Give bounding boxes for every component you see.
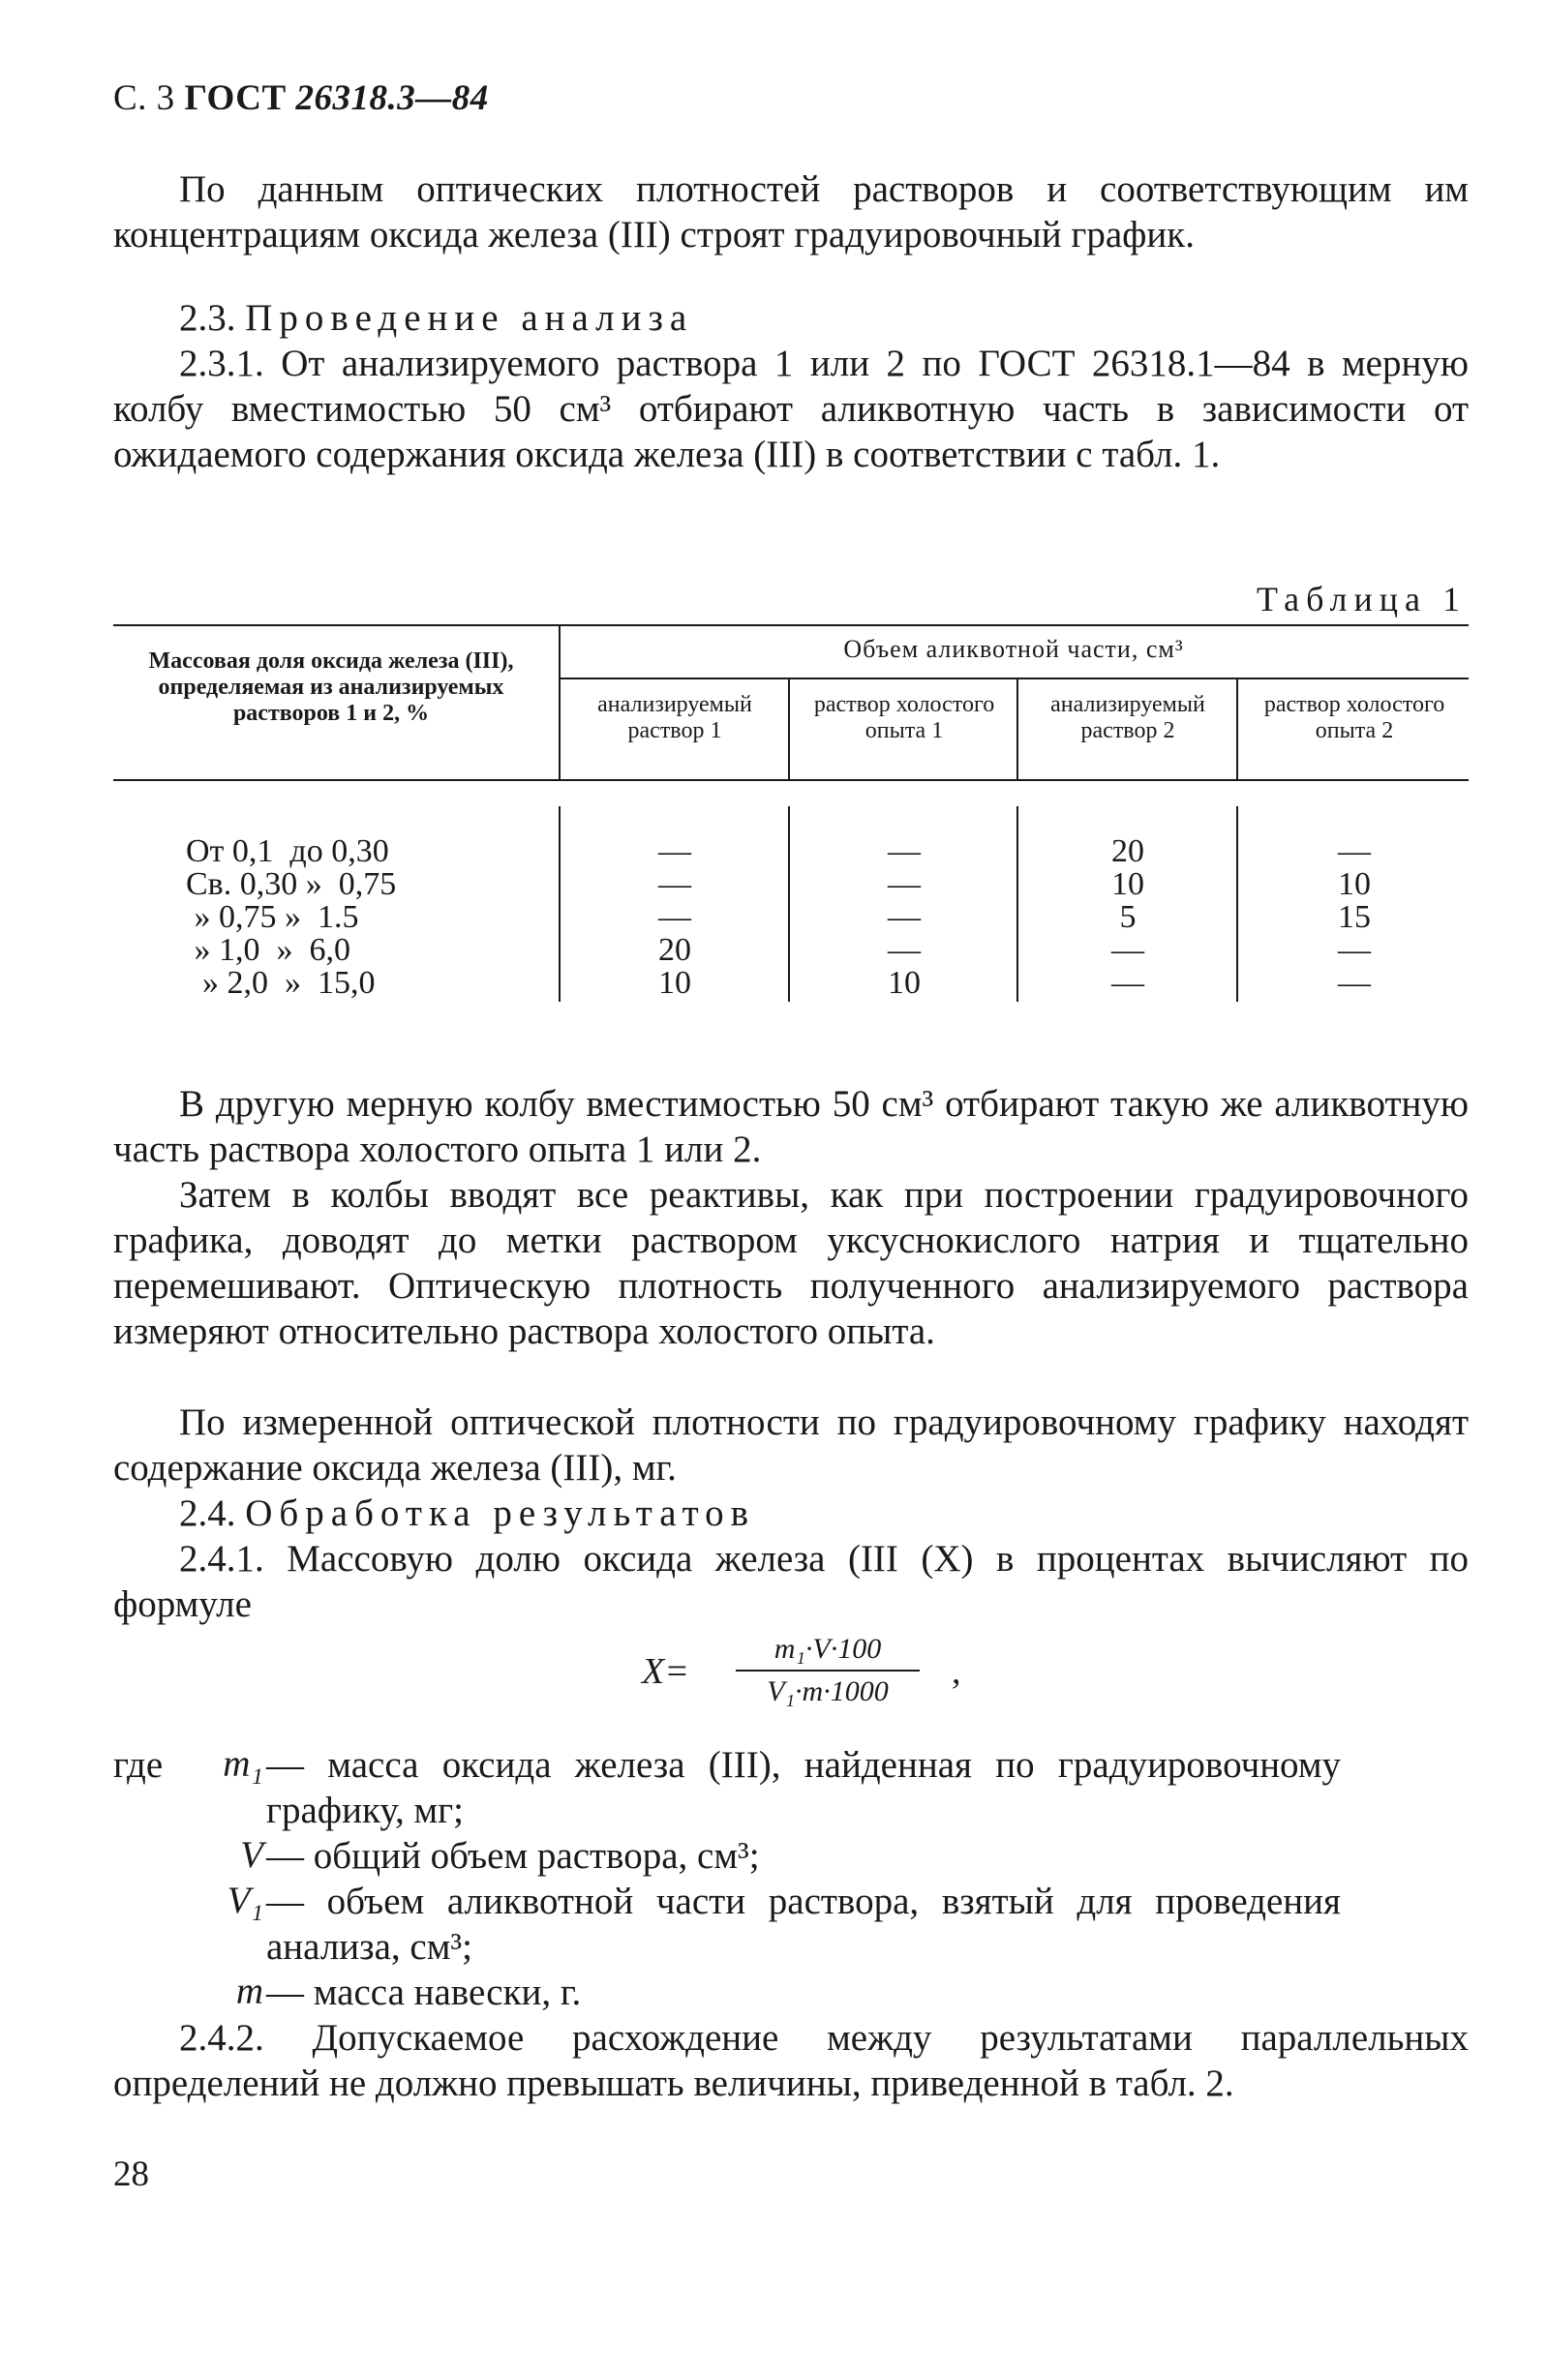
table-header-rule <box>113 779 1469 781</box>
table-cell: 20 <box>1111 833 1144 869</box>
table-first-header: Массовая доля оксида железа (III), определяемая из анализируемых растворов 1 и 2, % <box>148 648 514 726</box>
table-group-header: Объем аликвотной части, см³ <box>843 635 1184 663</box>
page-header <box>113 77 489 119</box>
paragraph-measured-density: По измеренной оптической плотности по градуировочному графику находят содержание оксида железа (III), мг. <box>113 1401 1469 1489</box>
table-body-vrule-4 <box>1236 806 1238 1002</box>
table-range-cell: » 2,0 » 15,0 <box>186 965 376 1001</box>
table-cell: — <box>658 866 691 902</box>
table-cell: 10 <box>888 965 921 1001</box>
def-text-m: — масса навески, г. <box>266 1972 582 2013</box>
formula-fraction <box>731 1629 925 1712</box>
table-body-vrule-2 <box>788 806 790 1002</box>
table-cell: 10 <box>1111 866 1144 902</box>
section-2-4-1-paragraph: 2.4.1. Массовую долю оксида железа (III (X) в процентах вычисляют по формуле <box>113 1538 1469 1625</box>
table-range-column <box>186 835 457 1000</box>
table-subheader-1: анализируемый раствор 1 <box>597 692 752 743</box>
table-vrule-3 <box>1016 678 1018 779</box>
section-2-3-heading <box>113 295 1469 341</box>
def-symbol-m: m <box>235 1971 263 2012</box>
header-prefix: С. 3 <box>113 78 175 118</box>
table-vrule-4 <box>1236 678 1238 779</box>
table-cell: — <box>888 833 921 869</box>
where-word: где <box>113 1744 164 1786</box>
header-gost: ГОСТ <box>184 78 287 118</box>
table-cell: — <box>1338 932 1371 968</box>
table-cell: 20 <box>658 932 691 968</box>
page-number: 28 <box>113 2154 149 2194</box>
table-top-rule <box>113 624 1469 626</box>
section-2-4-number: 2.4. <box>179 1492 236 1534</box>
table-range-cell: » 0,75 » 1.5 <box>186 899 359 935</box>
def-symbol-v: V <box>240 1834 263 1876</box>
def-text-v: — общий объем раствора, см³; <box>266 1835 760 1877</box>
table-1 <box>113 624 1469 1011</box>
table-subheader-4: раствор холостого опыта 2 <box>1263 692 1445 743</box>
table-range-cell: От 0,1 до 0,30 <box>186 833 389 869</box>
section-2-4-heading <box>113 1491 1469 1536</box>
table-col-3 <box>1026 835 1229 1000</box>
table-subheader-3: анализируемый раствор 2 <box>1050 692 1205 743</box>
table-cell: — <box>1111 932 1144 968</box>
def-symbol-m1: m₁ <box>223 1743 263 1785</box>
formula-numerator: m₁·V·100 <box>774 1633 882 1665</box>
section-2-3-1-paragraph: 2.3.1. От анализируемого раствора 1 или 2 по ГОСТ 26318.1—84 в мерную колбу вместимостью 50 см³ отбирают аликвотную часть в зависимости от ожидаемого содержания оксида железа (III) в соответствии с табл. 1. <box>113 343 1469 475</box>
table-cell: — <box>888 932 921 968</box>
def-text-m1: — масса оксида железа (III), найденная по градуировочному графику, мг; <box>266 1744 1341 1831</box>
table-cell: 15 <box>1338 899 1371 935</box>
section-2-3-number: 2.3. <box>179 297 236 339</box>
table-group-rule <box>559 678 1469 679</box>
table-vrule-2 <box>788 678 790 779</box>
table-cell: — <box>658 833 691 869</box>
formula-lhs: X= <box>642 1651 689 1692</box>
table-cell: — <box>1338 833 1371 869</box>
table-col-2 <box>798 835 1011 1000</box>
table-subheader-2: раствор холостого опыта 1 <box>813 692 995 743</box>
table-cell: 10 <box>658 965 691 1001</box>
formula-denominator: V₁·m·1000 <box>767 1675 889 1707</box>
table-cell: — <box>888 899 921 935</box>
table-cell: — <box>1111 965 1144 1001</box>
table-col-1 <box>568 835 781 1000</box>
table-body-vrule-3 <box>1016 806 1018 1002</box>
def-text-v1: — объем аликвотной части раствора, взятый для проведения анализа, см³; <box>266 1881 1341 1968</box>
table-range-cell: » 1,0 » 6,0 <box>186 932 350 968</box>
table-cell: — <box>1338 965 1371 1001</box>
table-cell: 5 <box>1119 899 1137 935</box>
def-symbol-v1: V₁ <box>227 1880 263 1921</box>
table-body-vrule-1 <box>559 806 561 1002</box>
paragraph-reagents: Затем в колбы вводят все реактивы, как при построении градуировочного графика, доводят до метки раствором уксуснокислого натрия и тщательно перемешивают. Оптическую плотность полученного анализируемого раствора измеряют относительно раствора холостого опыта. <box>113 1174 1469 1352</box>
intro-paragraph: По данным оптических плотностей растворов и соответствующим им концентрациям оксида железа (III) строят градуировочный график. <box>113 168 1469 256</box>
table-cell: 10 <box>1338 866 1371 902</box>
formula-trail: , <box>952 1651 961 1692</box>
paragraph-aliquot-blank: В другую мерную колбу вместимостью 50 см³ отбирают такую же аликвотную часть раствора холостого опыта 1 или 2. <box>113 1083 1469 1170</box>
header-number: 26318.3—84 <box>295 78 489 118</box>
table-cell: — <box>888 866 921 902</box>
section-2-4-2-paragraph: 2.4.2. Допускаемое расхождение между результатами параллельных определений не должно превышать величины, приведенной в табл. 2. <box>113 2017 1469 2104</box>
table-cell: — <box>658 899 691 935</box>
table-range-cell: Св. 0,30 » 0,75 <box>186 866 397 902</box>
section-2-4-title: Обработка результатов <box>245 1492 756 1534</box>
table-caption: Таблица 1 <box>1257 580 1467 618</box>
table-col-4 <box>1244 835 1465 1000</box>
section-2-3-title: Проведение анализа <box>245 297 694 339</box>
